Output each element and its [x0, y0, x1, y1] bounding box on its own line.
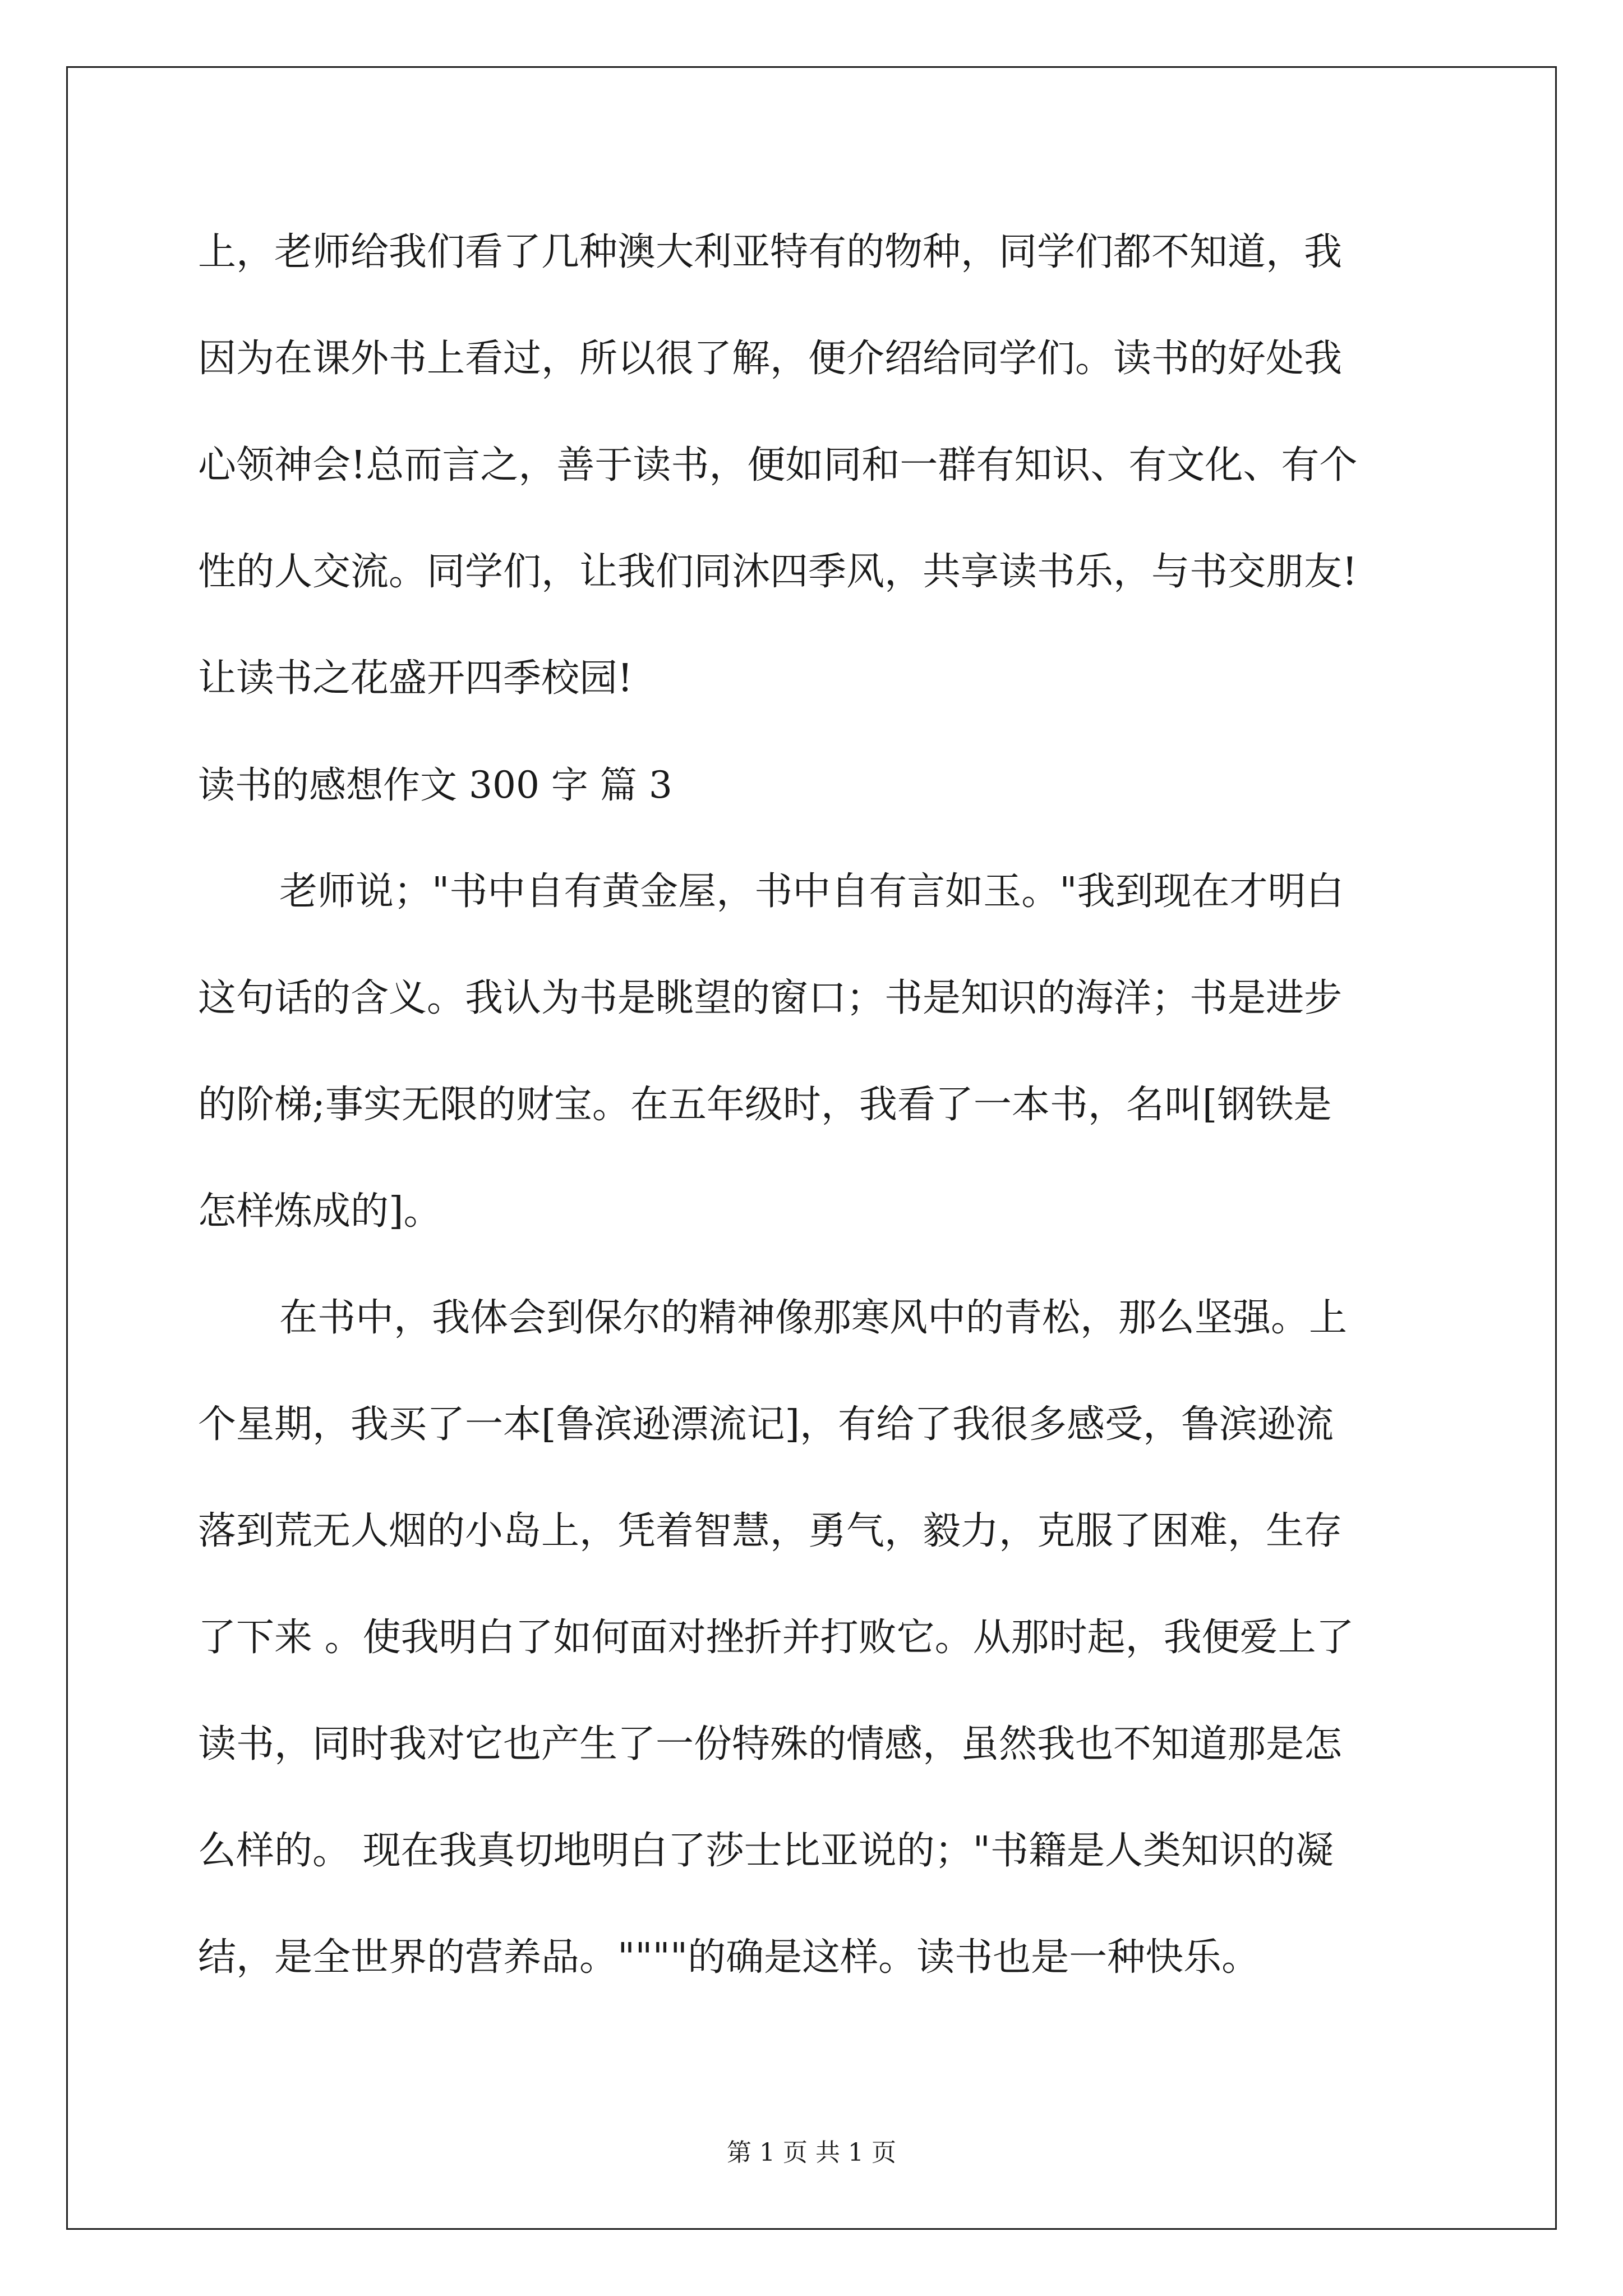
text-line: 怎样炼成的]。: [198, 1189, 442, 1234]
text-line: 上，老师给我们看了几种澳大利亚特有的物种，同学们都不知道，我: [198, 230, 1343, 274]
text-line: 在书中，我体会到保尔的精神像那寒风中的青松，那么坚强。上: [279, 1296, 1348, 1340]
document-body: [198, 213, 1432, 2025]
text-line: 么样的。 现在我真切地明白了莎士比亚说的；"书籍是人类知识的凝: [198, 1829, 1334, 1873]
text-line: 结，是全世界的营养品。""""的确是这样。读书也是一种快乐。: [198, 1935, 1260, 1980]
text-line: 落到荒无人烟的小岛上，凭着智慧，勇气，毅力，克服了困难，生存: [198, 1509, 1343, 1553]
paragraph-1: [198, 213, 1432, 746]
text-line: 老师说；"书中自有黄金屋，书中自有言如玉。"我到现在才明白: [279, 869, 1344, 914]
text-line: 性的人交流。同学们，让我们同沐四季风，共享读书乐，与书交朋友!: [198, 550, 1358, 594]
section-heading: 读书的感想作文 300 字 篇 3: [198, 763, 672, 807]
text-line: 的阶梯;事实无限的财宝。在五年级时，我看了一本书，名叫[钢铁是: [198, 1083, 1332, 1127]
page-footer: 第 1 页 共 1 页: [727, 2138, 896, 2167]
text-line: 了下来 。使我明白了如何面对挫折并打败它。从那时起，我便爱上了: [198, 1616, 1354, 1660]
text-line: 心领神会!总而言之，善于读书，便如同和一群有知识、有文化、有个: [198, 443, 1358, 487]
text-line: 读书，同时我对它也产生了一份特殊的情感，虽然我也不知道那是怎: [198, 1722, 1343, 1766]
text-line: 这句话的含义。我认为书是眺望的窗口；书是知识的海洋；书是进步: [198, 976, 1343, 1020]
paragraph-2: [198, 853, 1432, 1279]
text-line: 因为在课外书上看过，所以很了解，便介绍给同学们。读书的好处我: [198, 337, 1343, 381]
text-line: 让读书之花盛开四季校园!: [198, 656, 633, 701]
text-line: 个星期，我买了一本[鲁滨逊漂流记]，有给了我很多感受，鲁滨逊流: [198, 1402, 1334, 1447]
paragraph-3: [198, 1279, 1432, 2025]
